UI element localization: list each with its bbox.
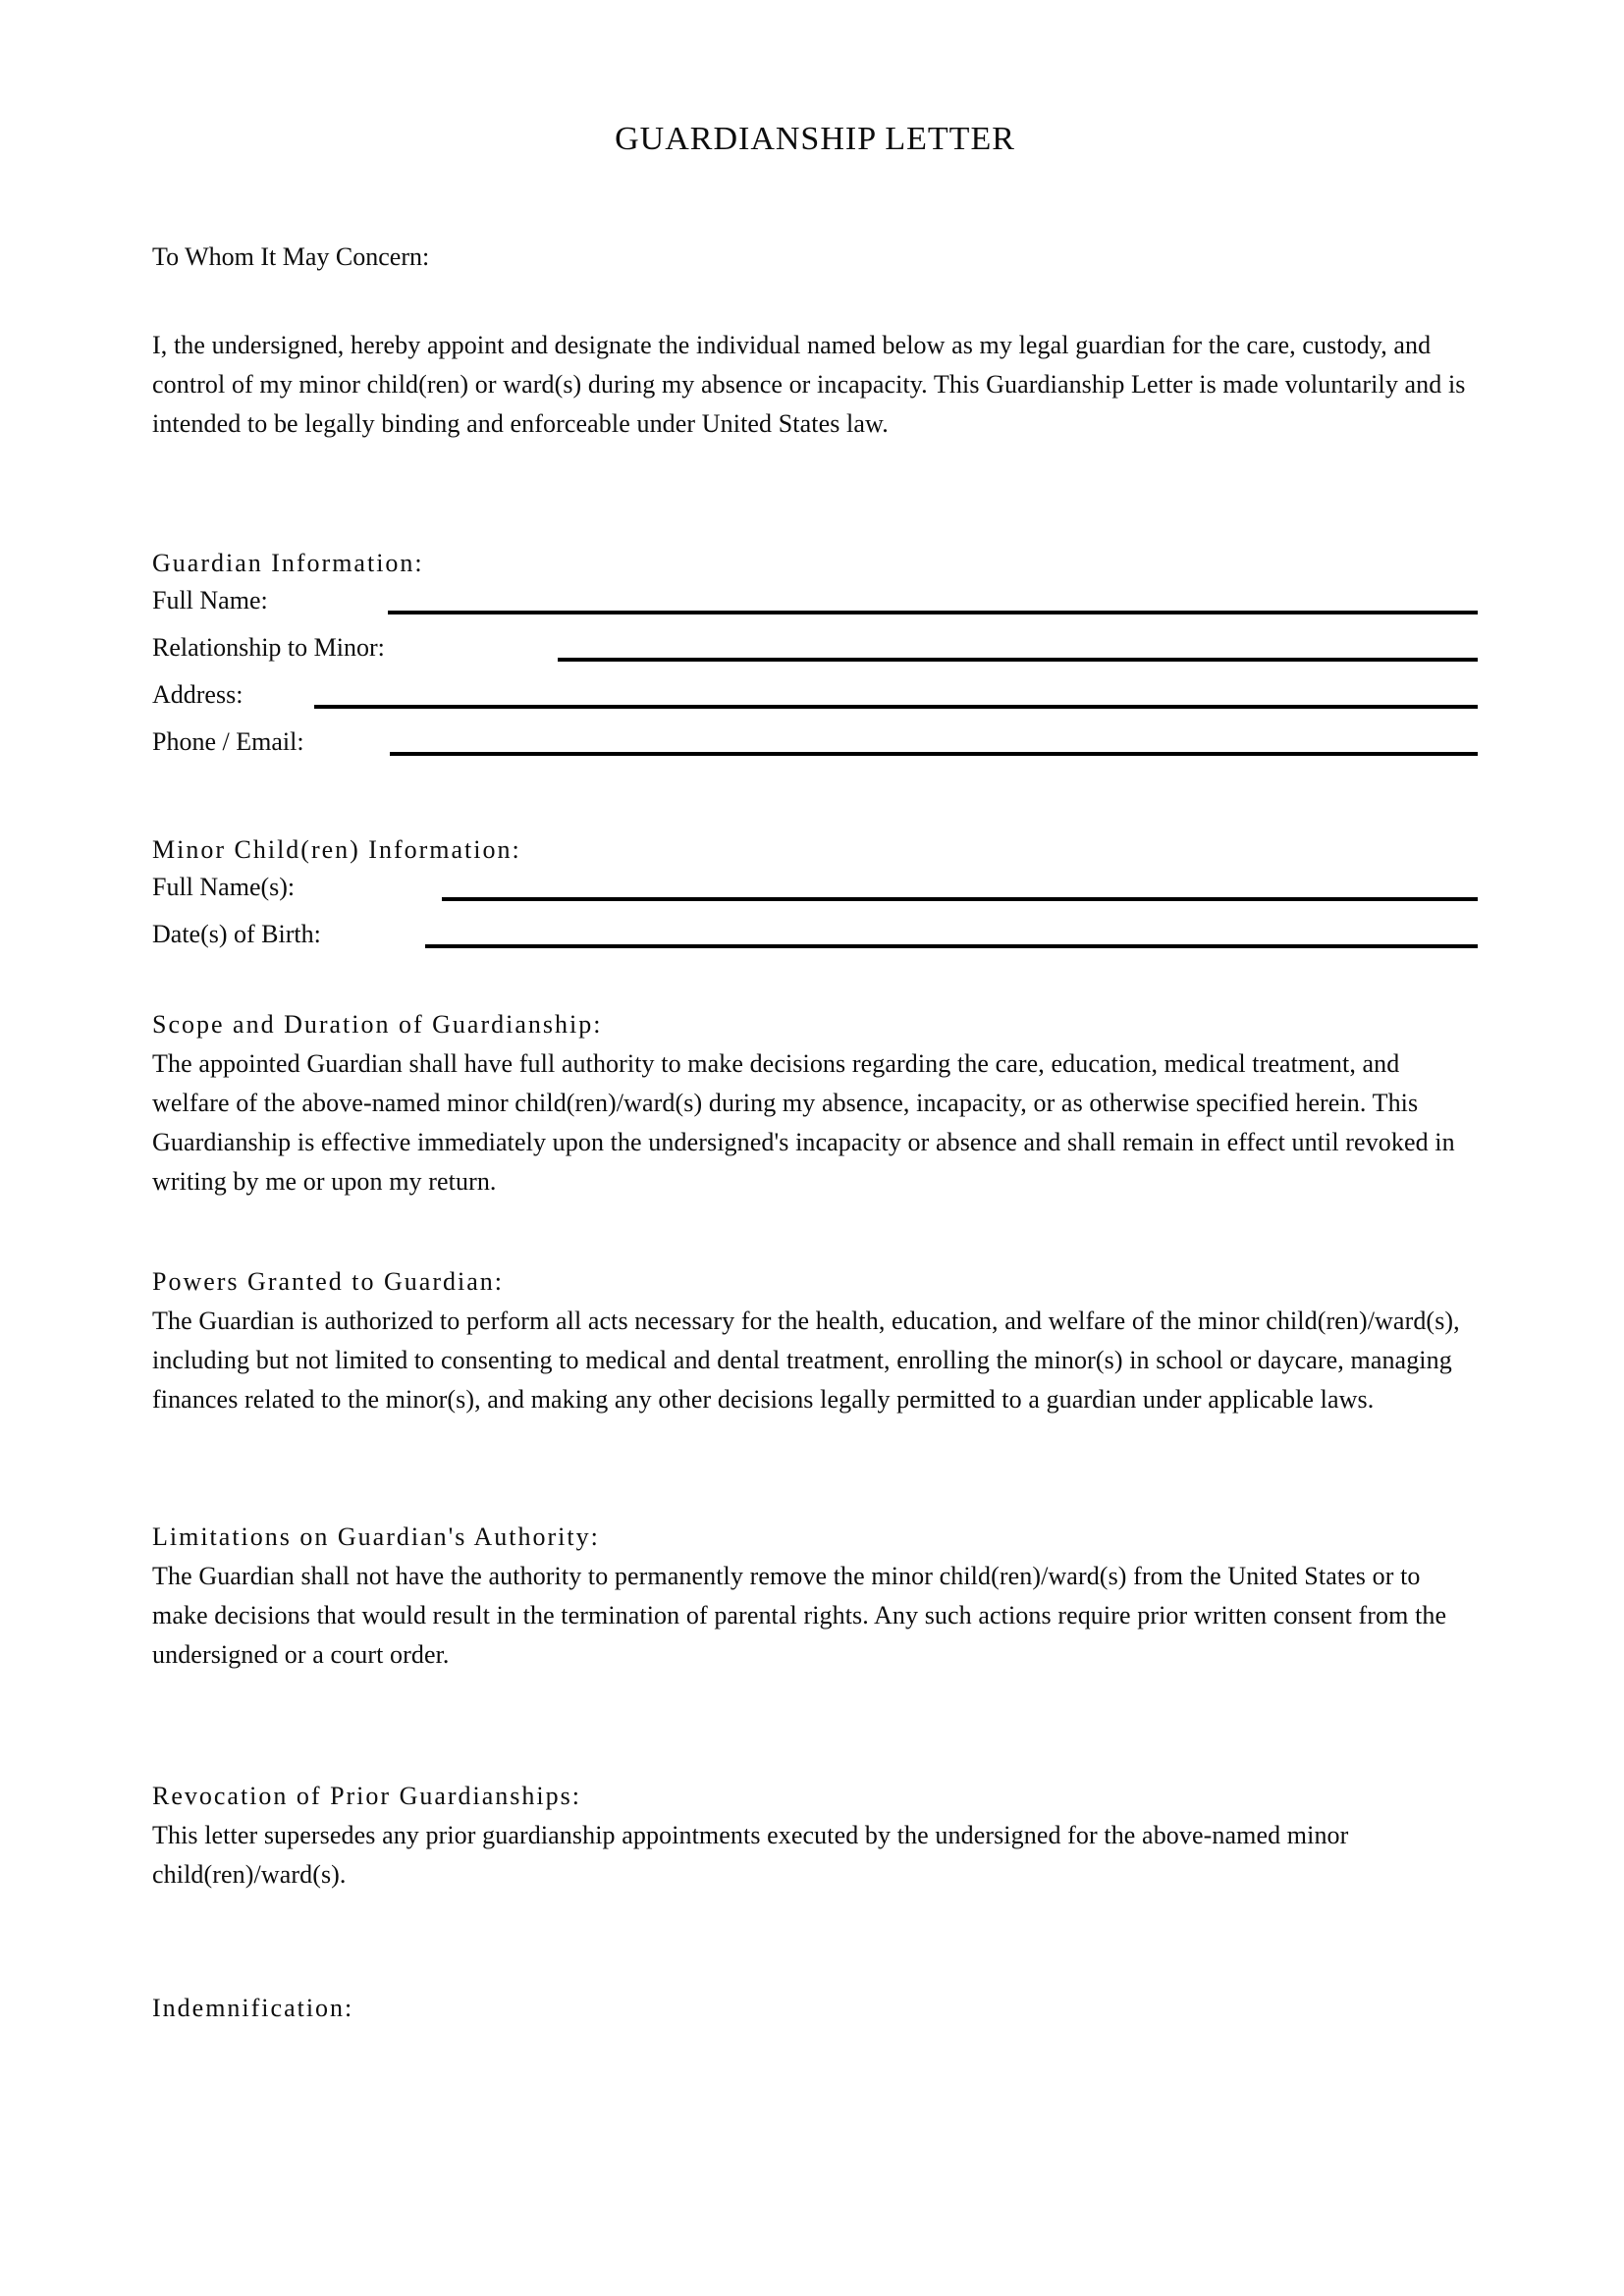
relationship-to-minor-input-line[interactable]: [558, 658, 1478, 662]
section-heading-guardian-information: Guardian Information:: [152, 549, 424, 577]
field-row-guardian-address: [152, 677, 1478, 724]
field-label-guardian-full-name: Full Name:: [152, 586, 268, 614]
revocation-paragraph: This letter supersedes any prior guardianship appointments executed by the undersigned for the above-named minor child(ren)/ward(s).: [152, 1821, 1349, 1889]
section-heading-scope-duration: Scope and Duration of Guardianship:: [152, 1010, 603, 1039]
guardian-phone-email-input-line[interactable]: [390, 752, 1478, 756]
document-title: GUARDIANSHIP LETTER: [615, 121, 1015, 157]
guardian-full-name-input-line[interactable]: [388, 611, 1478, 614]
section-heading-limitations: Limitations on Guardian's Authority:: [152, 1522, 600, 1551]
section-heading-indemnification: Indemnification:: [152, 1994, 354, 2022]
minor-dates-of-birth-input-line[interactable]: [425, 944, 1478, 948]
field-label-relationship-to-minor: Relationship to Minor:: [152, 633, 385, 662]
field-row-minor-full-names: [152, 870, 1478, 917]
intro-paragraph: I, the undersigned, hereby appoint and designate the individual named below as my legal guardian for the care, custody, and control of my minor child(ren) or ward(s) during my absence or incapacity. This Guardianship Letter is made voluntarily and is intended to be legally binding and enforceable under United States law.: [152, 331, 1466, 438]
guardian-address-input-line[interactable]: [314, 705, 1478, 709]
field-row-relationship-to-minor: [152, 630, 1478, 677]
field-label-minor-full-names: Full Name(s):: [152, 873, 296, 901]
field-row-guardian-phone-email: [152, 724, 1478, 772]
field-label-guardian-address: Address:: [152, 680, 244, 709]
scope-duration-paragraph: The appointed Guardian shall have full authority to make decisions regarding the care, education, medical treatment, and welfare of the above-named minor child(ren)/ward(s) during my absence, incapacity, or as otherwise specified herein. This Guardianship is effective immediately upon the undersigned's incapacity or absence and shall remain in effect until revoked in writing by me or upon my return.: [152, 1049, 1455, 1196]
field-label-minor-dates-of-birth: Date(s) of Birth:: [152, 920, 321, 948]
field-label-guardian-phone-email: Phone / Email:: [152, 727, 304, 756]
minor-full-names-input-line[interactable]: [442, 897, 1478, 901]
field-row-guardian-full-name: [152, 583, 1478, 630]
section-heading-revocation: Revocation of Prior Guardianships:: [152, 1782, 581, 1810]
powers-granted-paragraph: The Guardian is authorized to perform all acts necessary for the health, education, and welfare of the minor child(ren)/ward(s), including but not limited to consenting to medical and dental treatment, enrolling the minor(s) in school or daycare, managing finances related to the minor(s), and making any other decisions legally permitted to a guardian under applicable laws.: [152, 1307, 1460, 1414]
field-row-minor-dates-of-birth: [152, 917, 1478, 964]
limitations-paragraph: The Guardian shall not have the authority to permanently remove the minor child(ren)/ward(s) from the United States or to make decisions that would result in the termination of parental rights. Any such actions require prior written consent from the undersigned or a court order.: [152, 1562, 1447, 1669]
salutation: To Whom It May Concern:: [152, 242, 430, 271]
section-heading-powers-granted: Powers Granted to Guardian:: [152, 1267, 504, 1296]
section-heading-minor-information: Minor Child(ren) Information:: [152, 835, 521, 864]
